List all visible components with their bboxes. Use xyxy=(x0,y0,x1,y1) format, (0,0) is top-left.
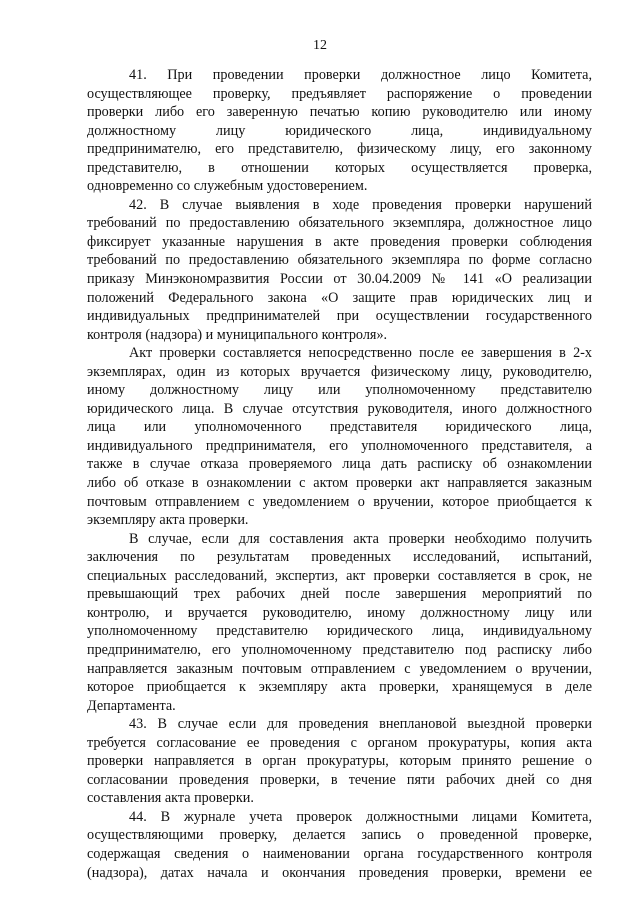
text-line: приказу Минэкономразвития России от 30.04.2009 № 141 «О реализации xyxy=(87,271,592,288)
page-number: 12 xyxy=(313,38,327,53)
text-line: 44. В журнале учета проверок должностными лицами Комитета, xyxy=(129,808,592,825)
text-line: представителю, в отношении которых осуществляется проверка, xyxy=(87,159,592,176)
text-line: юридического лица. В случае отсутствия руководителя, иного должностного xyxy=(87,400,592,417)
text-line: (надзора), датах начала и окончания проведения проверки, времени ее xyxy=(87,864,592,881)
text-line: индивидуальных предпринимателей при осуществлении государственного xyxy=(87,308,592,325)
text-line: почтовым отправлением с уведомлением о вручении, которое приобщается к xyxy=(87,493,592,510)
text-line: контролю, и вручается руководителю, иному должностному лицу или xyxy=(87,604,592,621)
text-line: осуществляющее проверку, предъявляет распоряжение о проведении xyxy=(87,85,592,102)
text-line: специальных расследований, экспертиз, акт проверки составляется в срок, не xyxy=(87,567,592,584)
text-line: требований по предоставлению обязательного экземпляра, должностное лицо xyxy=(87,215,592,232)
text-line: проверки либо его заверенную печатью копию руководителю или иному xyxy=(87,104,592,121)
text-line: контроля (надзора) и муниципального контроля». xyxy=(87,326,388,343)
text-line: заключения по результатам проведенных исследований, испытаний, xyxy=(87,549,592,566)
text-line: иному должностному лицу или уполномоченному представителю xyxy=(87,382,592,399)
text-line: направляется заказным почтовым отправлением с уведомлением о вручении, xyxy=(87,660,592,677)
text-line: В случае, если для составления акта проверки необходимо получить xyxy=(129,530,592,547)
text-line: уполномоченному представителю юридического лица, индивидуальному xyxy=(87,623,592,640)
text-line: Департамента. xyxy=(87,697,176,714)
text-line: предпринимателю, его представителю, физическому лицу, его законному xyxy=(87,141,592,158)
text-line: экземплярах, один из которых вручается физическому лицу, руководителю, xyxy=(87,363,592,380)
text-line: осуществляющими проверку, делается запись о проведенной проверке, xyxy=(87,827,592,844)
text-line: экземпляру акта проверки. xyxy=(87,512,249,529)
text-line: составления акта проверки. xyxy=(87,790,254,807)
text-line: либо об отказе в ознакомлении с актом проверки акт направляется заказным xyxy=(87,475,592,492)
document-body xyxy=(87,66,592,882)
text-line: согласовании проведения проверки, в течение пяти рабочих дней со дня xyxy=(87,771,592,788)
text-line: индивидуального предпринимателя, его уполномоченного представителя, а xyxy=(87,437,592,454)
text-line: положений Федерального закона «О защите прав юридических лиц и xyxy=(87,289,592,306)
text-line: также в случае отказа проверяемого лица дать расписку об ознакомлении xyxy=(87,456,592,473)
text-line: проверки направляется в орган прокуратуры, которым принято решение о xyxy=(87,753,592,770)
text-line: фиксирует указанные нарушения в акте проведения проверки соблюдения xyxy=(87,233,592,250)
text-line: лица или уполномоченного представителя юридического лица, xyxy=(87,419,592,436)
text-line: требований по предоставлению обязательного экземпляра по форме согласно xyxy=(87,252,592,269)
text-line: 41. При проведении проверки должностное лицо Комитета, xyxy=(129,67,592,83)
text-line: содержащая сведения о наименовании органа государственного контроля xyxy=(87,845,592,862)
text-line: превышающий трех рабочих дней после завершения мероприятий по xyxy=(87,586,592,603)
text-line: 43. В случае если для проведения внеплановой выездной проверки xyxy=(129,716,592,733)
text-line: Акт проверки составляется непосредственно после ее завершения в 2-х xyxy=(129,345,592,362)
text-line: предпринимателю, его уполномоченному представителю под расписку либо xyxy=(87,641,592,658)
text-line: одновременно со служебным удостоверением. xyxy=(87,178,368,195)
text-line: должностному лицу юридического лица, индивидуальному xyxy=(87,122,592,139)
text-line: 42. В случае выявления в ходе проведения проверки нарушений xyxy=(129,196,592,213)
text-line: требуется согласование ее проведения с органом прокуратуры, копия акта xyxy=(87,734,592,751)
text-line: которое приобщается к экземпляру акта проверки, хранящемуся в деле xyxy=(87,679,592,696)
